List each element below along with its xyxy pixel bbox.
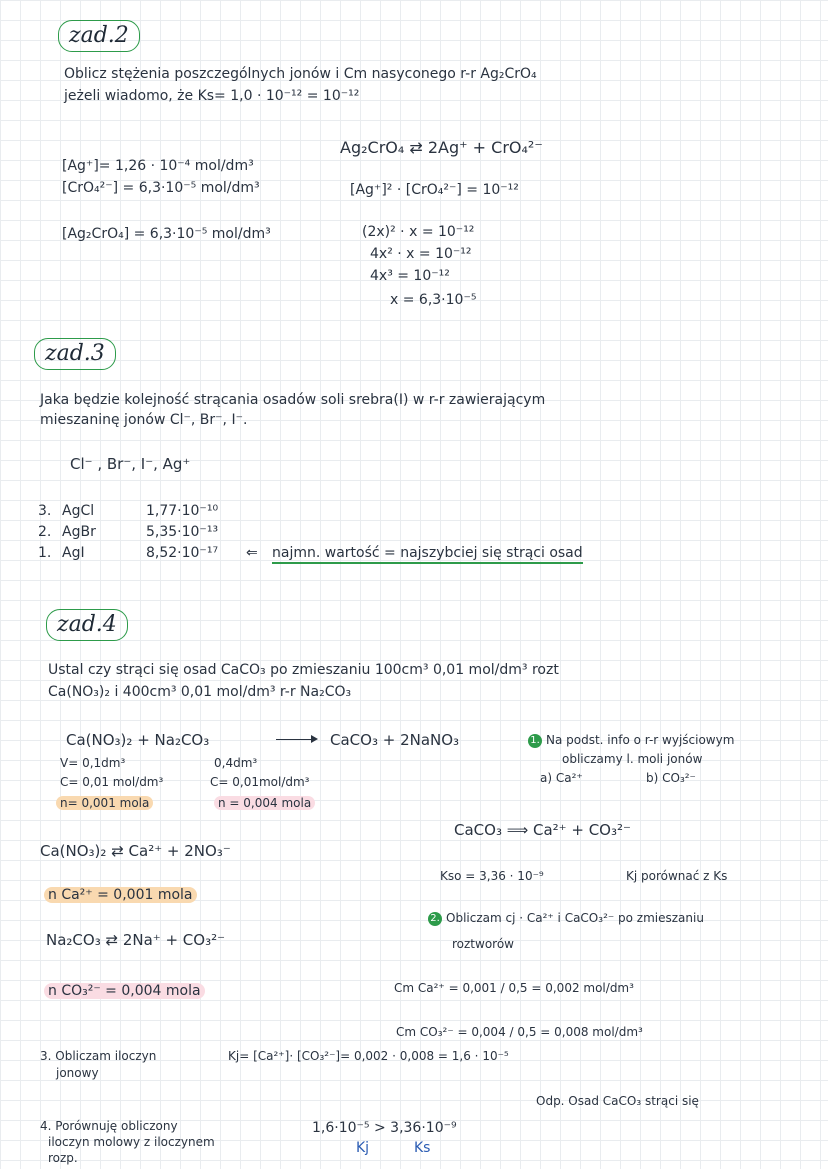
zad4-step2-line1 xyxy=(428,910,704,926)
zad4-step3-line2: jonowy xyxy=(56,1066,99,1080)
zad4-heading: zad.4 xyxy=(46,609,128,641)
zad4-task-line1: Ustal czy strąci się osad CaCO₃ po zmieszaniu 100cm³ 0,01 mol/dm³ rozt xyxy=(48,662,559,678)
zad4-step4-line2: iloczyn molowy z iloczynem xyxy=(48,1135,215,1149)
zad4-ks-label: Ks xyxy=(414,1140,431,1156)
zad4-reaction-left: Ca(NO₃)₂ + Na₂CO₃ xyxy=(66,731,210,749)
zad2-eq-step2: 4x² · x = 10⁻¹² xyxy=(370,246,472,262)
zad4-kj-formula: Kj= [Ca²⁺]· [CO₃²⁻]= 0,002 · 0,008 = 1,6 · 10⁻⁵ xyxy=(228,1049,509,1063)
n-co3-highlight: n CO₃²⁻ = 0,004 mola xyxy=(44,983,205,999)
reaction-arrow-icon xyxy=(272,732,320,748)
zad4-step1-a: a) Ca²⁺ xyxy=(540,771,583,785)
zad2-result-ag: [Ag⁺]= 1,26 · 10⁻⁴ mol/dm³ xyxy=(62,158,254,174)
row-value: 5,35·10⁻¹³ xyxy=(146,524,219,540)
zad4-reaction-right: CaCO₃ + 2NaNO₃ xyxy=(330,731,460,749)
zad4-step1-b: b) CO₃²⁻ xyxy=(646,771,696,785)
n1-highlight: n= 0,001 mola xyxy=(56,796,153,810)
step2-badge: 2. xyxy=(428,912,442,926)
zad4-v1: V= 0,1dm³ xyxy=(60,756,126,770)
row-salt: AgI xyxy=(62,545,85,561)
zad2-task-line2: jeżeli wiadomo, że Ks= 1,0 · 10⁻¹² = 10⁻¹² xyxy=(64,88,360,104)
zad3-heading: zad.3 xyxy=(34,338,116,370)
zad3-task-line1: Jaka będzie kolejność strącania osadów soli srebra(I) w r-r zawierającym xyxy=(40,392,546,408)
zad4-step1-line2: obliczamy l. moli jonów xyxy=(562,752,703,766)
zad2-heading: zad.2 xyxy=(58,20,140,52)
zad4-caco3-eq: CaCO₃ ⟹ Ca²⁺ + CO₃²⁻ xyxy=(454,821,631,839)
left-arrow-icon: ⇐ xyxy=(246,545,258,561)
row-order: 2. xyxy=(38,524,52,540)
zad4-v2: 0,4dm³ xyxy=(214,756,258,770)
zad3-ions: Cl⁻ , Br⁻, I⁻, Ag⁺ xyxy=(70,455,191,473)
zad4-diss2: Na₂CO₃ ⇄ 2Na⁺ + CO₃²⁻ xyxy=(46,931,226,949)
zad4-answer: Odp. Osad CaCO₃ strąci się xyxy=(536,1094,699,1108)
zad2-eq-step4: x = 6,3·10⁻⁵ xyxy=(390,292,477,308)
zad4-n1 xyxy=(56,795,153,811)
row-order: 3. xyxy=(38,503,52,519)
zad2-result-salt: [Ag₂CrO₄] = 6,3·10⁻⁵ mol/dm³ xyxy=(62,226,271,242)
zad2-eq-step3: 4x³ = 10⁻¹² xyxy=(370,268,450,284)
zad3-note xyxy=(272,545,583,561)
zad4-step2-line2: roztworów xyxy=(452,937,514,951)
zad4-c1: C= 0,01 mol/dm³ xyxy=(60,775,164,789)
zad4-kso: Kso = 3,36 · 10⁻⁹ xyxy=(440,869,544,883)
zad4-task-line2: Ca(NO₃)₂ i 400cm³ 0,01 mol/dm³ r-r Na₂CO₃ xyxy=(48,684,352,700)
zad4-step1-line1 xyxy=(528,732,734,748)
zad2-eq-step1: (2x)² · x = 10⁻¹² xyxy=(362,224,475,240)
zad4-diss1: Ca(NO₃)₂ ⇄ Ca²⁺ + 2NO₃⁻ xyxy=(40,842,231,860)
row-value: 8,52·10⁻¹⁷ xyxy=(146,545,219,561)
zad2-eq-ks: [Ag⁺]² · [CrO₄²⁻] = 10⁻¹² xyxy=(350,182,519,198)
zad4-compare-note: Kj porównać z Ks xyxy=(626,869,728,883)
zad4-cm-ca: Cm Ca²⁺ = 0,001 / 0,5 = 0,002 mol/dm³ xyxy=(394,981,634,995)
zad4-step4-line3: rozp. xyxy=(48,1151,78,1165)
zad4-comparison: 1,6·10⁻⁵ > 3,36·10⁻⁹ xyxy=(312,1120,457,1136)
zad4-step3-line1: 3. Obliczam iloczyn xyxy=(40,1049,157,1063)
row-value: 1,77·10⁻¹⁰ xyxy=(146,503,219,519)
step1-badge: 1. xyxy=(528,734,542,748)
row-salt: AgCl xyxy=(62,503,95,519)
zad3-task-line2: mieszaninę jonów Cl⁻, Br⁻, I⁻. xyxy=(40,412,248,428)
step2-text: Obliczam cj · Ca²⁺ i CaCO₃²⁻ po zmieszaniu xyxy=(446,911,704,925)
zad3-note-text: najmn. wartość = najszybciej się strąci osad xyxy=(272,545,583,564)
zad4-n-co3 xyxy=(44,983,205,999)
row-salt: AgBr xyxy=(62,524,96,540)
zad2-task-line1: Oblicz stężenia poszczególnych jonów i Cm nasyconego r-r Ag₂CrO₄ xyxy=(64,66,537,82)
zad4-c2: C= 0,01mol/dm³ xyxy=(210,775,310,789)
n-ca-highlight: n Ca²⁺ = 0,001 mola xyxy=(44,887,197,903)
row-order: 1. xyxy=(38,545,52,561)
zad4-kj-label: Kj xyxy=(356,1140,370,1156)
zad4-n-ca xyxy=(44,887,197,903)
step1-text: Na podst. info o r-r wyjściowym xyxy=(546,733,735,747)
zad4-n2 xyxy=(214,795,315,811)
zad2-result-cro4: [CrO₄²⁻] = 6,3·10⁻⁵ mol/dm³ xyxy=(62,180,260,196)
zad2-eq-reaction: Ag₂CrO₄ ⇄ 2Ag⁺ + CrO₄²⁻ xyxy=(340,138,543,157)
zad4-step4-line1: 4. Porównuję obliczony xyxy=(40,1119,178,1133)
zad4-cm-co3: Cm CO₃²⁻ = 0,004 / 0,5 = 0,008 mol/dm³ xyxy=(396,1025,643,1039)
n2-highlight: n = 0,004 mola xyxy=(214,796,315,810)
